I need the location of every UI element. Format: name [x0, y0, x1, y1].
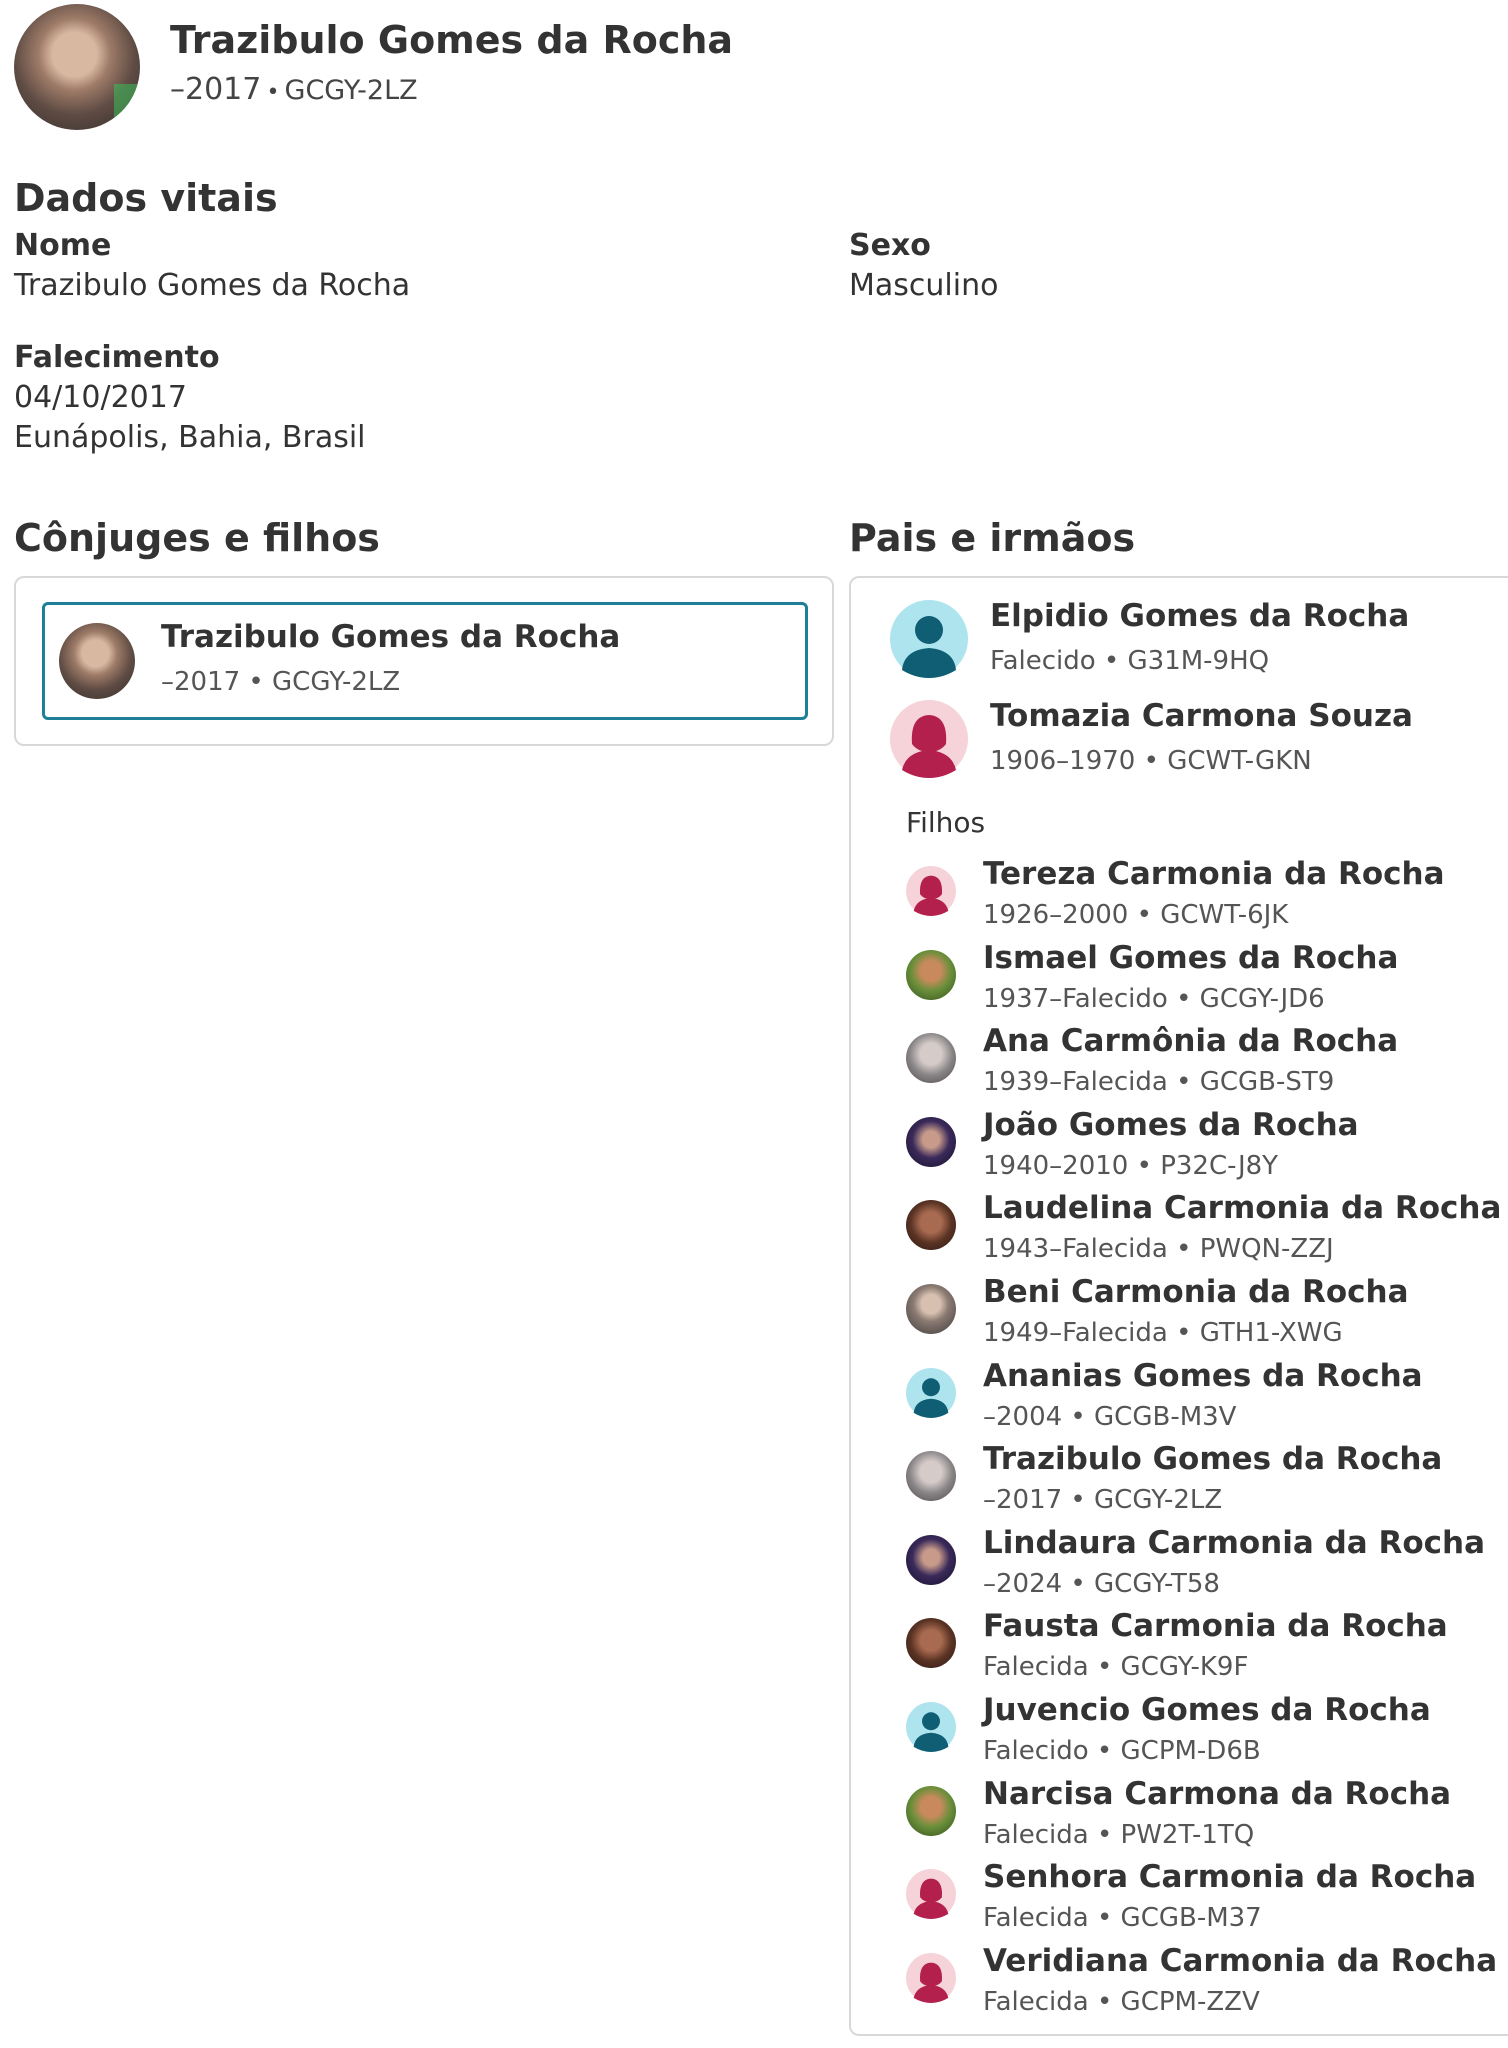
child-row[interactable]: [906, 856, 1466, 946]
child-details: Falecida • GCPM-ZZV: [983, 1987, 1260, 2017]
child-row[interactable]: [906, 1023, 1466, 1113]
child-row[interactable]: [906, 1190, 1502, 1280]
mother-name: Tomazia Carmona Souza: [990, 698, 1413, 734]
spouse-avatar: [59, 623, 135, 699]
child-name: Juvencio Gomes da Rocha: [983, 1692, 1431, 1728]
male-silhouette-icon: [906, 1368, 956, 1418]
spouse-name: Trazibulo Gomes da Rocha: [161, 619, 621, 655]
child-details: 1949–Falecida • GTH1-XWG: [983, 1318, 1343, 1348]
father-row[interactable]: [890, 600, 1450, 686]
child-details: Falecido • GCPM-D6B: [983, 1736, 1261, 1766]
child-name: Ismael Gomes da Rocha: [983, 940, 1399, 976]
child-row[interactable]: [906, 940, 1466, 1030]
child-name: Senhora Carmonia da Rocha: [983, 1859, 1477, 1895]
child-row[interactable]: [906, 1274, 1466, 1364]
child-details: Falecida • GCGB-M37: [983, 1903, 1262, 1933]
father-details: Falecido • G31M-9HQ: [990, 646, 1270, 676]
child-details: Falecida • GCGY-K9F: [983, 1652, 1249, 1682]
female-silhouette-icon: [890, 700, 968, 778]
child-details: –2004 • GCGB-M3V: [983, 1402, 1237, 1432]
lifespan: –2017: [170, 72, 262, 107]
male-silhouette-icon: [906, 1702, 956, 1752]
spouses-panel: [14, 576, 834, 746]
child-name: Beni Carmonia da Rocha: [983, 1274, 1409, 1310]
child-details: 1940–2010 • P32C-J8Y: [983, 1151, 1279, 1181]
child-name: Fausta Carmonia da Rocha: [983, 1608, 1448, 1644]
person-summary: [170, 72, 418, 107]
name-label: Nome: [14, 228, 112, 263]
spouse-details: –2017 • GCGY-2LZ: [161, 667, 401, 697]
child-name: Laudelina Carmonia da Rocha: [983, 1190, 1502, 1226]
child-details: 1943–Falecida • PWQN-ZZJ: [983, 1234, 1334, 1264]
child-row[interactable]: [906, 1441, 1466, 1531]
spouses-heading: Cônjuges e filhos: [14, 516, 380, 560]
child-photo-avatar: [906, 950, 956, 1000]
separator: •: [266, 80, 280, 105]
children-label: Filhos: [906, 806, 986, 839]
child-row[interactable]: [906, 1776, 1466, 1866]
sex-label: Sexo: [849, 228, 931, 263]
child-photo-avatar: [906, 1117, 956, 1167]
child-details: 1937–Falecido • GCGY-JD6: [983, 984, 1325, 1014]
page-title: Trazibulo Gomes da Rocha: [170, 18, 734, 62]
child-row[interactable]: [906, 1859, 1477, 1949]
father-name: Elpidio Gomes da Rocha: [990, 598, 1410, 634]
child-name: Ananias Gomes da Rocha: [983, 1358, 1423, 1394]
child-name: Ana Carmônia da Rocha: [983, 1023, 1399, 1059]
male-silhouette-icon: [890, 600, 968, 678]
vitals-heading: Dados vitais: [14, 176, 278, 220]
child-photo-avatar: [906, 1033, 956, 1083]
mother-details: 1906–1970 • GCWT-GKN: [990, 746, 1312, 776]
name-value: Trazibulo Gomes da Rocha: [14, 268, 411, 303]
child-photo-avatar: [906, 1786, 956, 1836]
person-id: GCGY-2LZ: [284, 75, 418, 106]
death-place: Eunápolis, Bahia, Brasil: [14, 420, 366, 455]
child-row[interactable]: [906, 1943, 1498, 2033]
parents-heading: Pais e irmãos: [849, 516, 1136, 560]
child-name: Lindaura Carmonia da Rocha: [983, 1525, 1486, 1561]
child-details: –2017 • GCGY-2LZ: [983, 1485, 1223, 1515]
female-silhouette-icon: [906, 1953, 956, 2003]
child-name: Tereza Carmonia da Rocha: [983, 856, 1445, 892]
child-details: –2024 • GCGY-T58: [983, 1569, 1220, 1599]
child-row[interactable]: [906, 1525, 1486, 1615]
profile-avatar: [14, 4, 140, 130]
child-row[interactable]: [906, 1358, 1466, 1448]
child-row[interactable]: [906, 1608, 1466, 1698]
death-date: 04/10/2017: [14, 380, 187, 415]
child-photo-avatar: [906, 1535, 956, 1585]
child-name: Trazibulo Gomes da Rocha: [983, 1441, 1443, 1477]
death-label: Falecimento: [14, 340, 220, 375]
child-row[interactable]: [906, 1107, 1466, 1197]
child-photo-avatar: [906, 1200, 956, 1250]
sex-value: Masculino: [849, 268, 999, 303]
child-name: Narcisa Carmona da Rocha: [983, 1776, 1452, 1812]
mother-row[interactable]: [890, 700, 1450, 786]
spouse-card[interactable]: [42, 602, 808, 720]
child-row[interactable]: [906, 1692, 1466, 1782]
child-details: 1926–2000 • GCWT-6JK: [983, 900, 1289, 930]
female-silhouette-icon: [906, 1869, 956, 1919]
child-photo-avatar: [906, 1451, 956, 1501]
child-photo-avatar: [906, 1284, 956, 1334]
child-details: 1939–Falecida • GCGB-ST9: [983, 1067, 1335, 1097]
child-name: João Gomes da Rocha: [983, 1107, 1359, 1143]
child-photo-avatar: [906, 1618, 956, 1668]
child-name: Veridiana Carmonia da Rocha: [983, 1943, 1498, 1979]
female-silhouette-icon: [906, 866, 956, 916]
child-details: Falecida • PW2T-1TQ: [983, 1820, 1255, 1850]
